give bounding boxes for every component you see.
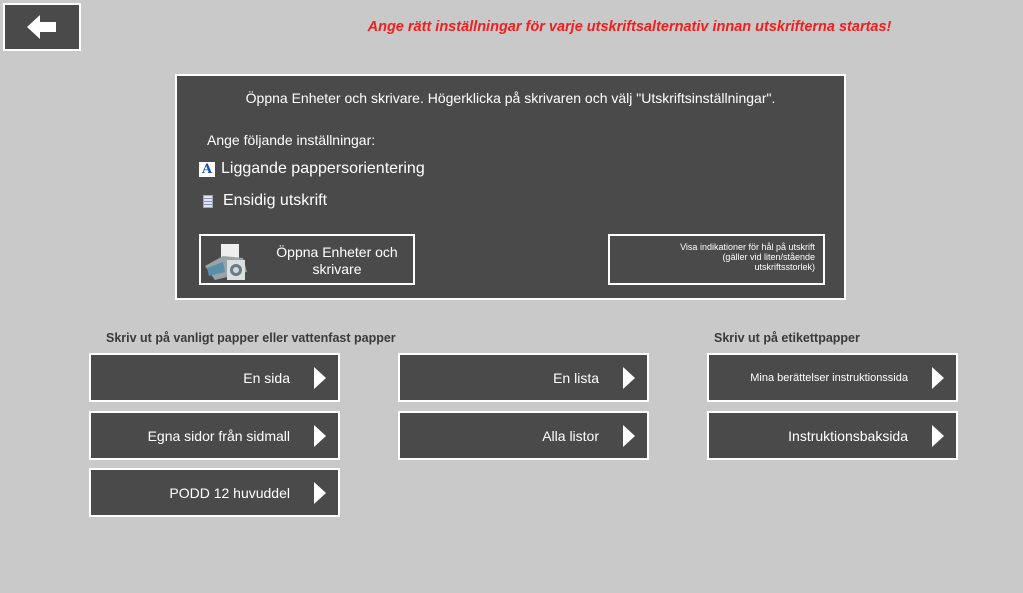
chevron-right-icon (932, 367, 944, 389)
chevron-right-icon (623, 425, 635, 447)
chevron-right-icon (623, 367, 635, 389)
warning-message: Ange rätt inställningar för varje utskriftsalternativ innan utskrifterna startas! (367, 19, 892, 35)
setting-landscape (199, 160, 425, 178)
button-label: Instruktionsbaksida (788, 427, 908, 444)
print-custom-pages-button[interactable] (89, 411, 340, 460)
instruction-text: Öppna Enheter och skrivare. Högerklicka på skrivaren och välj "Utskriftsinställningar". (245, 90, 776, 106)
button-label: En lista (553, 369, 599, 386)
print-one-list-button[interactable] (398, 353, 649, 402)
chevron-right-icon (932, 425, 944, 447)
button-label: En sida (243, 369, 290, 386)
print-all-lists-button[interactable] (398, 411, 649, 460)
button-label: utskriftsstorlek) (754, 262, 815, 272)
printer-settings-panel (175, 74, 846, 300)
button-label: (gäller vid liten/stående (722, 252, 815, 262)
button-label: Visa indikationer för hål på utskrift (680, 242, 815, 252)
show-hole-indications-button[interactable] (608, 234, 825, 285)
settings-heading: Ange följande inställningar: (207, 132, 376, 148)
plain-paper-heading: Skriv ut på vanligt papper eller vattenfast papper (106, 331, 396, 345)
print-podd-main-button[interactable] (89, 468, 340, 517)
button-label: Egna sidor från sidmall (147, 427, 290, 444)
chevron-right-icon (314, 367, 326, 389)
button-label: Öppna Enheter och (276, 244, 398, 260)
setting-label: Liggande pappersorientering (221, 160, 425, 177)
button-label: PODD 12 huvuddel (169, 484, 290, 501)
print-one-page-button[interactable] (89, 353, 340, 402)
printer-icon (203, 242, 253, 282)
document-icon (203, 195, 213, 208)
chevron-right-icon (314, 425, 326, 447)
print-stories-instructions-button[interactable] (707, 353, 958, 402)
setting-label: Ensidig utskrift (223, 192, 328, 209)
setting-single-sided (199, 192, 327, 210)
chevron-right-icon (314, 482, 326, 504)
button-label: skrivare (312, 261, 362, 277)
label-paper-heading: Skriv ut på etikettpapper (714, 331, 860, 345)
button-label: Mina berättelser instruktionssida (750, 371, 908, 384)
print-instructions-back-button[interactable] (707, 411, 958, 460)
button-label: Alla listor (542, 427, 599, 444)
orientation-icon: A (199, 162, 215, 177)
open-devices-button[interactable] (199, 234, 415, 285)
